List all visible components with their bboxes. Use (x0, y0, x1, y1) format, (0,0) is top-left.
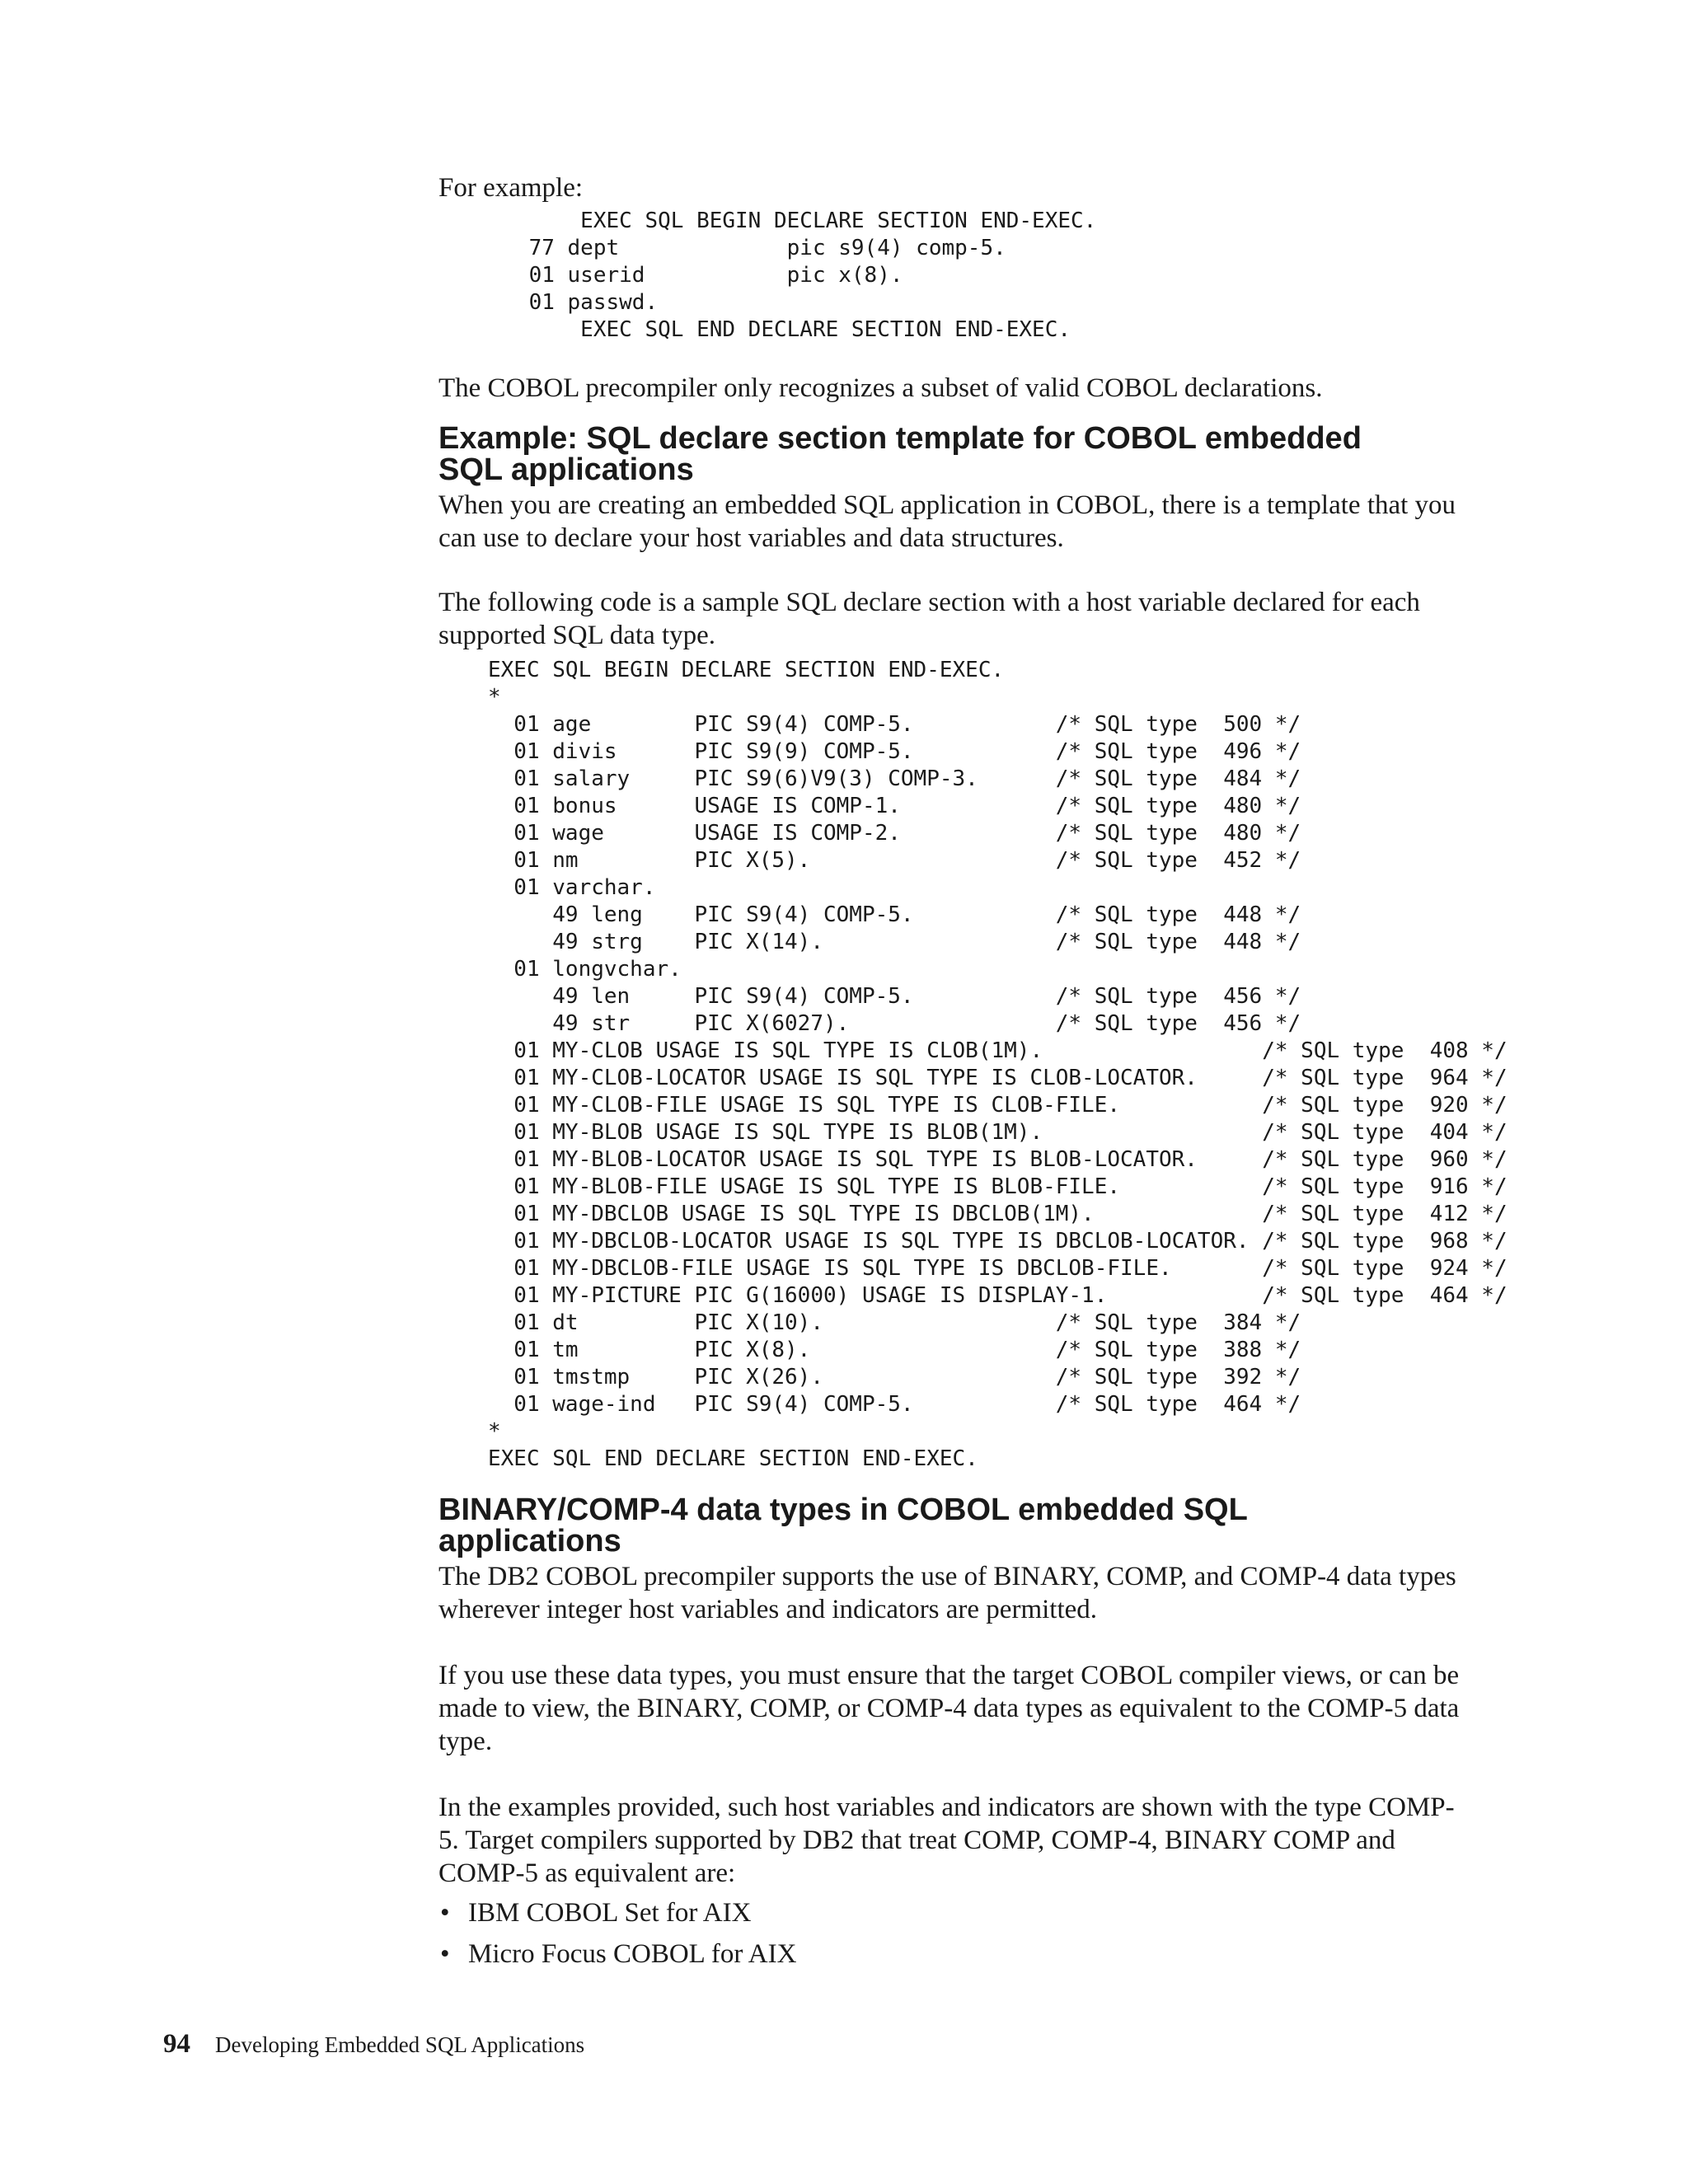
declare-section-code-block: EXEC SQL BEGIN DECLARE SECTION END-EXEC. * 01 age PIC S9(4) COMP-5. /* SQL type 500 */ 01 divis PIC S9(9) COMP-5. /* SQL type 496 */ 01 salary PIC S9(6)V9(3) COMP-3. /* SQL type 484 */ 01 bonus USAGE IS COMP-1. /* SQL type 480 */ 01 wage USAGE IS COMP-2. /* SQL type 480 */ 01 nm PIC X(5). /* SQL type 452 */ 01 varchar. 49 leng PIC S9(4) COMP-5. /* SQL type 448 */ 49 strg PIC X(14). /* SQL type 448 */ 01 longvchar. 49 len PIC S9(4) COMP-5. /* SQL type 456 */ 49 str PIC X(6027). /* SQL type 456 */ 01 MY-CLOB USAGE IS SQL TYPE IS CLOB(1M). /* SQL type 408 */ 01 MY-CLOB-LOCATOR USAGE IS SQL TYPE IS CLOB-LOCATOR. /* SQL type 964 */ 01 MY-CLOB-FILE USAGE IS SQL TYPE IS CLOB-FILE. /* SQL type 920 */ 01 MY-BLOB USAGE IS SQL TYPE IS BLOB(1M). /* SQL type 404 */ 01 MY-BLOB-LOCATOR USAGE IS SQL TYPE IS BLOB-LOCATOR. /* SQL type 960 */ 01 MY-BLOB-FILE USAGE IS SQL TYPE IS BLOB-FILE. /* SQL type 916 */ 01 MY-DBCLOB USAGE IS SQL TYPE IS DBCLOB(1M). /* SQL type 412 */ 01 MY-DBCLOB-LOCATOR USAGE IS SQL TYPE IS DBCLOB-LOCATOR. /* SQL type 968 */ 01 MY-DBCLOB-FILE USAGE IS SQL TYPE IS DBCLOB-FILE. /* SQL type 924 */ 01 MY-PICTURE PIC G(16000) USAGE IS DISPLAY-1. /* SQL type 464 */ 01 dt PIC X(10). /* SQL type 384 */ 01 tm PIC X(8). /* SQL type 388 */ 01 tmstmp PIC X(26). /* SQL type 392 */ 01 wage-ind PIC S9(4) COMP-5. /* SQL type 464 */ * EXEC SQL END DECLARE SECTION END-EXEC. (488, 658, 1507, 1471)
section1-para1: When you are creating an embedded SQL application in COBOL, there is a template that you can use to declare your host variables and data structures. (438, 490, 1456, 553)
section2-heading-line2: applications (438, 1524, 621, 1558)
section1-heading-line1: Example: SQL declare section template for COBOL embedded (438, 421, 1362, 456)
compiler-list (438, 1896, 1469, 1971)
book-title: Developing Embedded SQL Applications (215, 2032, 585, 2057)
bullet-icon: • (440, 1898, 450, 1928)
section2-heading-line1: BINARY/COMP-4 data types in COBOL embedded SQL (438, 1493, 1248, 1527)
list-item-text: IBM COBOL Set for AIX (468, 1898, 752, 1928)
page-number: 94 (163, 2029, 190, 2059)
intro-code-block: EXEC SQL BEGIN DECLARE SECTION END-EXEC. 77 dept pic s9(4) comp-5. 01 userid pic x(8). 01 passwd. EXEC SQL END DECLARE SECTION END-EXEC. (528, 209, 1097, 342)
intro-lead: For example: (438, 173, 584, 203)
list-item (438, 1938, 1469, 1971)
section1-heading-line2: SQL applications (438, 452, 694, 487)
bullet-icon: • (440, 1939, 450, 1969)
section2-para1: The DB2 COBOL precompiler supports the use of BINARY, COMP, and COMP-4 data types wherever integer host variables and indicators are permitted. (438, 1562, 1456, 1624)
section1-heading (438, 423, 1469, 485)
section2-heading (438, 1494, 1469, 1557)
list-item-text: Micro Focus COBOL for AIX (468, 1939, 797, 1969)
page-content (438, 171, 1507, 1971)
section1-para2: The following code is a sample SQL declare section with a host variable declared for each supported SQL data type. (438, 588, 1420, 650)
page-footer (163, 2029, 584, 2060)
list-item (438, 1896, 1469, 1929)
section2-para2: If you use these data types, you must ensure that the target COBOL compiler views, or can be made to view, the BINARY, COMP, or COMP-4 data types as equivalent to the COMP-5 data type. (438, 1661, 1460, 1756)
intro-note: The COBOL precompiler only recognizes a subset of valid COBOL declarations. (438, 373, 1323, 403)
section2-para3: In the examples provided, such host variables and indicators are shown with the type COMP-5. Target compilers supported by DB2 that treat COMP, COMP-4, BINARY COMP and COMP-5 as equivalent are: (438, 1793, 1455, 1888)
